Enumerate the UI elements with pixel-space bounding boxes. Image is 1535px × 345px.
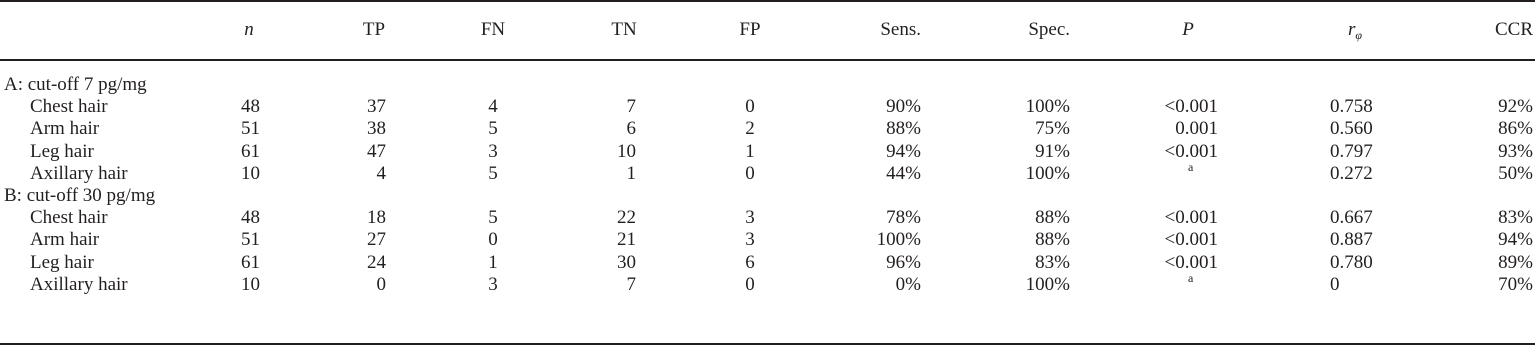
header-tn: TN	[611, 19, 637, 40]
cell-tn: 1	[626, 163, 636, 184]
table-row	[0, 251, 1535, 275]
cell-tp: 18	[367, 207, 386, 228]
header-r-phi-symbol: r	[1347, 19, 1356, 40]
table-row	[0, 162, 1535, 186]
cell-fp: 1	[745, 141, 755, 162]
cell-n: 48	[241, 207, 260, 228]
cell-p: <0.001	[1164, 141, 1218, 162]
cell-fp: 6	[745, 252, 755, 273]
section-title: B: cut-off 30 pg/mg	[4, 185, 156, 206]
cell-rphi: 0	[1330, 274, 1340, 295]
table-row	[0, 206, 1535, 230]
cell-rphi: 0.560	[1330, 118, 1373, 139]
cell-tp: 0	[376, 274, 386, 295]
cell-sens: 100%	[876, 229, 921, 250]
header-tp: TP	[362, 19, 386, 40]
cell-tn: 6	[626, 118, 636, 139]
cell-fp: 2	[745, 118, 755, 139]
table-row	[0, 95, 1535, 119]
cell-tp: 38	[367, 118, 386, 139]
header-fp: FP	[739, 19, 761, 40]
cell-sens: 88%	[886, 118, 921, 139]
row-label: Leg hair	[30, 252, 94, 273]
cell-ccr: 92%	[1498, 96, 1533, 117]
cell-sens: 44%	[886, 163, 921, 184]
cell-ccr: 50%	[1498, 163, 1533, 184]
header-fn: FN	[480, 19, 506, 40]
cell-sens: 96%	[886, 252, 921, 273]
cell-fn: 5	[488, 207, 498, 228]
cell-spec: 75%	[1035, 118, 1070, 139]
row-label: Chest hair	[30, 207, 108, 228]
cell-fn: 5	[488, 118, 498, 139]
cell-tn: 7	[626, 274, 636, 295]
cell-tn: 7	[626, 96, 636, 117]
cell-ccr: 70%	[1498, 274, 1533, 295]
cell-fn: 4	[488, 96, 498, 117]
table-bottom-rule	[0, 343, 1535, 345]
cell-tp: 4	[376, 163, 386, 184]
header-p: P	[1182, 19, 1194, 40]
cell-fp: 0	[745, 163, 755, 184]
cell-rphi: 0.272	[1330, 163, 1373, 184]
cell-sens: 94%	[886, 141, 921, 162]
row-label: Chest hair	[30, 96, 108, 117]
cell-tn: 21	[617, 229, 636, 250]
row-label: Arm hair	[30, 118, 100, 139]
cell-fn: 5	[488, 163, 498, 184]
table-top-rule	[0, 0, 1535, 2]
table-row	[0, 117, 1535, 141]
cell-sens: 0%	[895, 274, 921, 295]
cell-fp: 0	[745, 274, 755, 295]
header-rule	[0, 59, 1535, 61]
cell-spec: 91%	[1035, 141, 1070, 162]
cell-spec: 88%	[1035, 229, 1070, 250]
cell-n: 48	[241, 96, 260, 117]
cell-tn: 10	[617, 141, 636, 162]
section-title: A: cut-off 7 pg/mg	[4, 74, 147, 95]
cell-tn: 22	[617, 207, 636, 228]
cell-p: 0.001	[1175, 118, 1218, 139]
cell-ccr: 83%	[1498, 207, 1533, 228]
cell-sens: 78%	[886, 207, 921, 228]
cell-fp: 3	[745, 207, 755, 228]
cell-ccr: 89%	[1498, 252, 1533, 273]
table-row	[0, 273, 1535, 297]
cell-tp: 24	[367, 252, 386, 273]
table-row	[0, 228, 1535, 252]
cell-ccr: 86%	[1498, 118, 1533, 139]
cell-n: 51	[241, 118, 260, 139]
cell-tn: 30	[617, 252, 636, 273]
cell-n: 61	[241, 252, 260, 273]
header-r-phi-subscript: φ	[1355, 28, 1363, 42]
cell-p: <0.001	[1164, 252, 1218, 273]
cell-spec: 100%	[1025, 274, 1070, 295]
cell-fn: 1	[488, 252, 498, 273]
cell-fn: 0	[488, 229, 498, 250]
cell-p: <0.001	[1164, 96, 1218, 117]
footnote-marker: a	[1188, 271, 1194, 285]
cell-tp: 37	[367, 96, 386, 117]
cell-rphi: 0.758	[1330, 96, 1373, 117]
cell-fn: 3	[488, 274, 498, 295]
footnote-marker: a	[1188, 160, 1194, 174]
cell-rphi: 0.887	[1330, 229, 1373, 250]
row-label: Axillary hair	[30, 163, 128, 184]
table-row	[0, 140, 1535, 164]
cell-spec: 83%	[1035, 252, 1070, 273]
row-label: Leg hair	[30, 141, 94, 162]
header-ccr: CCR	[1494, 19, 1533, 40]
cell-p: <0.001	[1164, 229, 1218, 250]
cell-n: 10	[241, 274, 260, 295]
cell-n: 51	[241, 229, 260, 250]
cell-rphi: 0.780	[1330, 252, 1373, 273]
cell-p: <0.001	[1164, 207, 1218, 228]
cell-tp: 27	[367, 229, 386, 250]
cell-rphi: 0.797	[1330, 141, 1373, 162]
cell-spec: 100%	[1025, 96, 1070, 117]
cell-fp: 0	[745, 96, 755, 117]
cell-fn: 3	[488, 141, 498, 162]
cell-spec: 100%	[1025, 163, 1070, 184]
cell-spec: 88%	[1035, 207, 1070, 228]
cell-sens: 90%	[886, 96, 921, 117]
cell-tp: 47	[367, 141, 386, 162]
cell-ccr: 93%	[1498, 141, 1533, 162]
row-label: Arm hair	[30, 229, 100, 250]
header-spec: Spec.	[1028, 19, 1070, 40]
cell-n: 61	[241, 141, 260, 162]
cell-n: 10	[241, 163, 260, 184]
header-n: n	[244, 19, 254, 40]
cell-ccr: 94%	[1498, 229, 1533, 250]
cell-fp: 3	[745, 229, 755, 250]
cell-rphi: 0.667	[1330, 207, 1373, 228]
header-sens: Sens.	[880, 19, 921, 40]
header-r-phi	[1348, 18, 1362, 47]
row-label: Axillary hair	[30, 274, 128, 295]
